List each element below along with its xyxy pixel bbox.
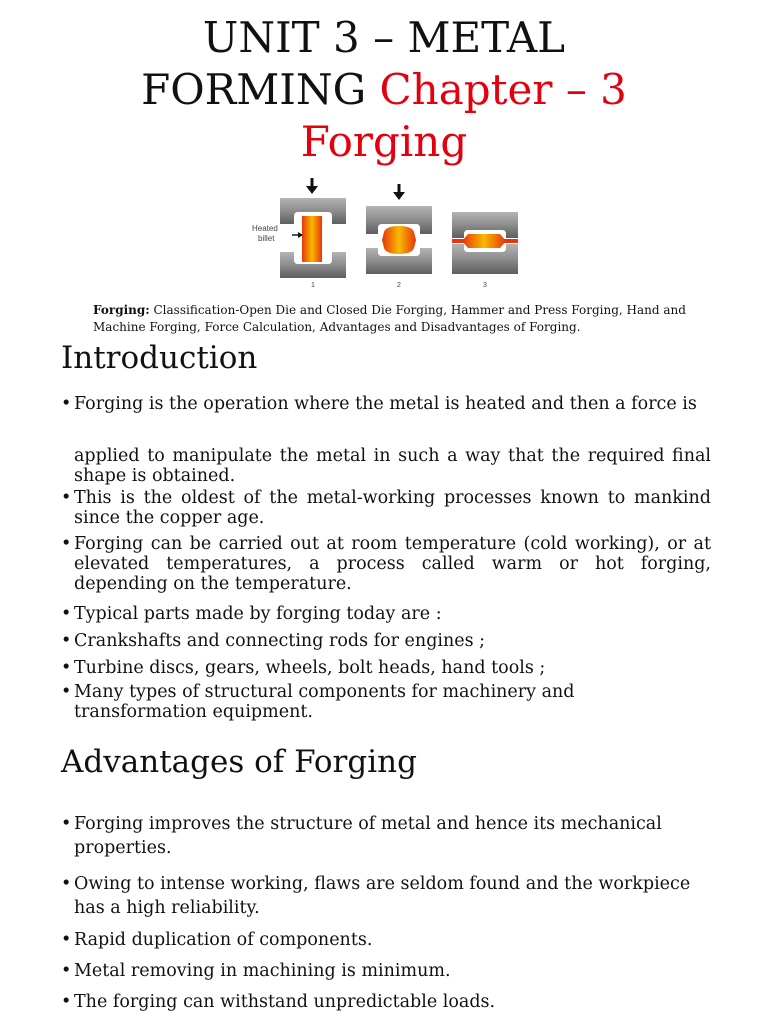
list-item: • Typical parts made by forging today are : xyxy=(61,604,711,624)
bullet-1-first-line: Forging is the operation where the metal is heated and then a force is xyxy=(74,394,697,414)
list-item: • Owing to intense working, flaws are seldom found and the workpiece has a high reliability. xyxy=(61,872,711,920)
list-item: • Forging improves the structure of metal and hence its mechanical properties. xyxy=(61,812,711,860)
title-forging: Forging xyxy=(300,117,468,166)
step-2-group xyxy=(366,184,432,289)
introduction-heading: Introduction xyxy=(61,340,258,376)
billet-label: billet xyxy=(258,234,275,243)
heated-label: Heated xyxy=(252,224,278,233)
list-item: • Turbine discs, gears, wheels, bolt heads, hand tools ; xyxy=(61,658,711,678)
list-item: • Metal removing in machining is minimum. xyxy=(61,959,711,983)
heated-billet xyxy=(302,216,322,262)
bullet-gap xyxy=(74,414,711,446)
step-1-label: 1 xyxy=(311,282,315,289)
list-item: • Crankshafts and connecting rods for engines ; xyxy=(61,631,711,651)
forging-workpiece xyxy=(382,226,416,254)
title-line-2 xyxy=(0,64,768,116)
forged-part xyxy=(462,234,506,248)
list-item: • Rapid duplication of components. xyxy=(61,928,711,952)
list-item: • The forging can withstand unpredictable loads. xyxy=(61,990,711,1014)
list-item: • Forging can be carried out at room temperature (cold working), or at elevated temperatures, a process called warm or hot forging, depending on the temperature. xyxy=(61,534,711,594)
list-item: • Many types of structural components for machinery and transformation equipment. xyxy=(61,682,711,722)
title-block xyxy=(0,12,768,168)
lower-die xyxy=(452,244,518,274)
title-forming: FORMING xyxy=(141,65,380,114)
step-2-label: 2 xyxy=(397,282,401,289)
list-item: • This is the oldest of the metal-working processes known to mankind since the copper age. xyxy=(61,488,711,528)
caption-bold: Forging: xyxy=(93,303,150,317)
title-line-1: UNIT 3 – METAL xyxy=(202,13,566,62)
bullet-1-rest: applied to manipulate the metal in such a way that the required final shape is obtained. xyxy=(74,446,711,486)
step-1-group xyxy=(252,178,346,289)
caption-text: Classification-Open Die and Closed Die Forging, Hammer and Press Forging, Hand and Machine Forging, Force Calculation, Advantages and Disadvantages of Forging. xyxy=(93,303,686,334)
step-3-group xyxy=(452,212,518,289)
title-chapter: Chapter – 3 xyxy=(379,65,627,114)
introduction-list xyxy=(61,394,711,722)
advantages-heading: Advantages of Forging xyxy=(61,744,417,780)
forging-process-illustration xyxy=(248,176,524,290)
list-item xyxy=(61,394,711,486)
figure-caption xyxy=(93,302,693,336)
step-3-label: 3 xyxy=(483,282,487,289)
advantages-list xyxy=(61,812,711,1014)
